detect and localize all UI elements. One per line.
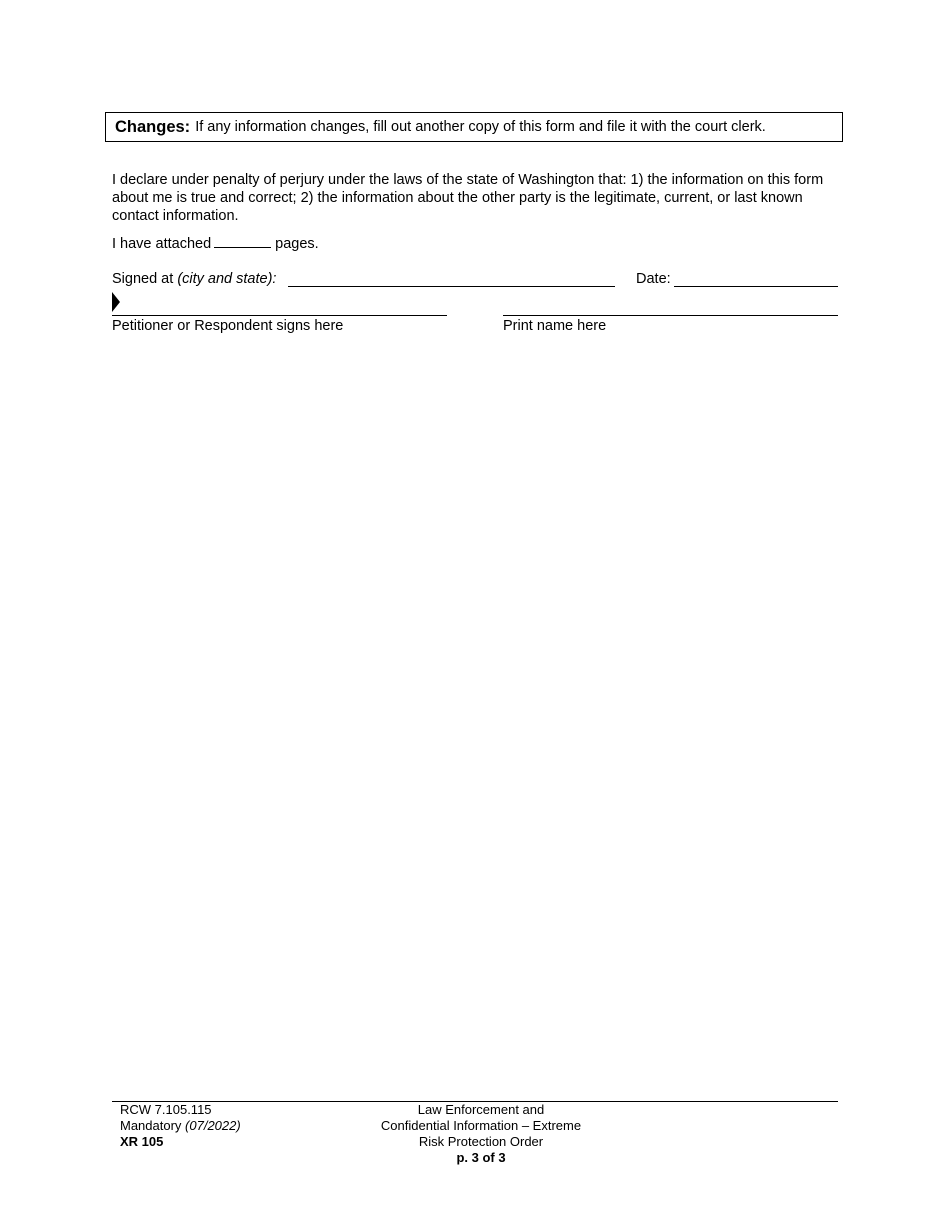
footer-page-number: p. 3 of 3 — [456, 1150, 506, 1165]
attached-suffix: pages. — [275, 236, 319, 252]
perjury-declaration: I declare under penalty of perjury under the laws of the state of Washington that: 1) the information on this form about me is true and correct; 2) the information about the other party is the legitimate, current, or last known contact information. — [112, 172, 824, 224]
footer-mandatory-date: (07/2022) — [185, 1118, 241, 1133]
footer-title-line1: Law Enforcement and — [417, 1102, 545, 1117]
date-field[interactable] — [674, 286, 838, 287]
signed-at-label-group — [112, 270, 276, 288]
footer-title-line3: Risk Protection Order — [418, 1134, 544, 1149]
changes-text: If any information changes, fill out another copy of this form and file it with the court clerk. — [195, 119, 766, 135]
footer-mandatory — [120, 1118, 241, 1134]
signed-at-field[interactable] — [288, 286, 615, 287]
print-name-caption: Print name here — [503, 318, 607, 334]
footer-form-code: XR 105 — [120, 1134, 164, 1149]
changes-notice — [105, 112, 843, 142]
signature-field[interactable] — [112, 315, 447, 316]
attached-pages-line — [112, 234, 319, 253]
footer-left — [120, 1102, 241, 1150]
footer-title-line2: Confidential Information – Extreme — [380, 1118, 582, 1133]
changes-label: Changes: — [115, 117, 191, 136]
footer-mandatory-label: Mandatory — [120, 1118, 182, 1133]
attached-prefix: I have attached — [112, 236, 212, 252]
footer-rcw: RCW 7.105.115 — [120, 1102, 212, 1117]
signer-caption: Petitioner or Respondent signs here — [112, 318, 344, 334]
print-name-field[interactable] — [503, 315, 838, 316]
attached-pages-field[interactable] — [214, 234, 271, 248]
footer-center — [361, 1102, 601, 1166]
sign-here-arrow-icon — [112, 292, 120, 312]
date-label: Date: — [636, 271, 671, 287]
signed-at-label: Signed at — [112, 271, 174, 287]
signed-at-hint: (city and state): — [177, 271, 277, 287]
